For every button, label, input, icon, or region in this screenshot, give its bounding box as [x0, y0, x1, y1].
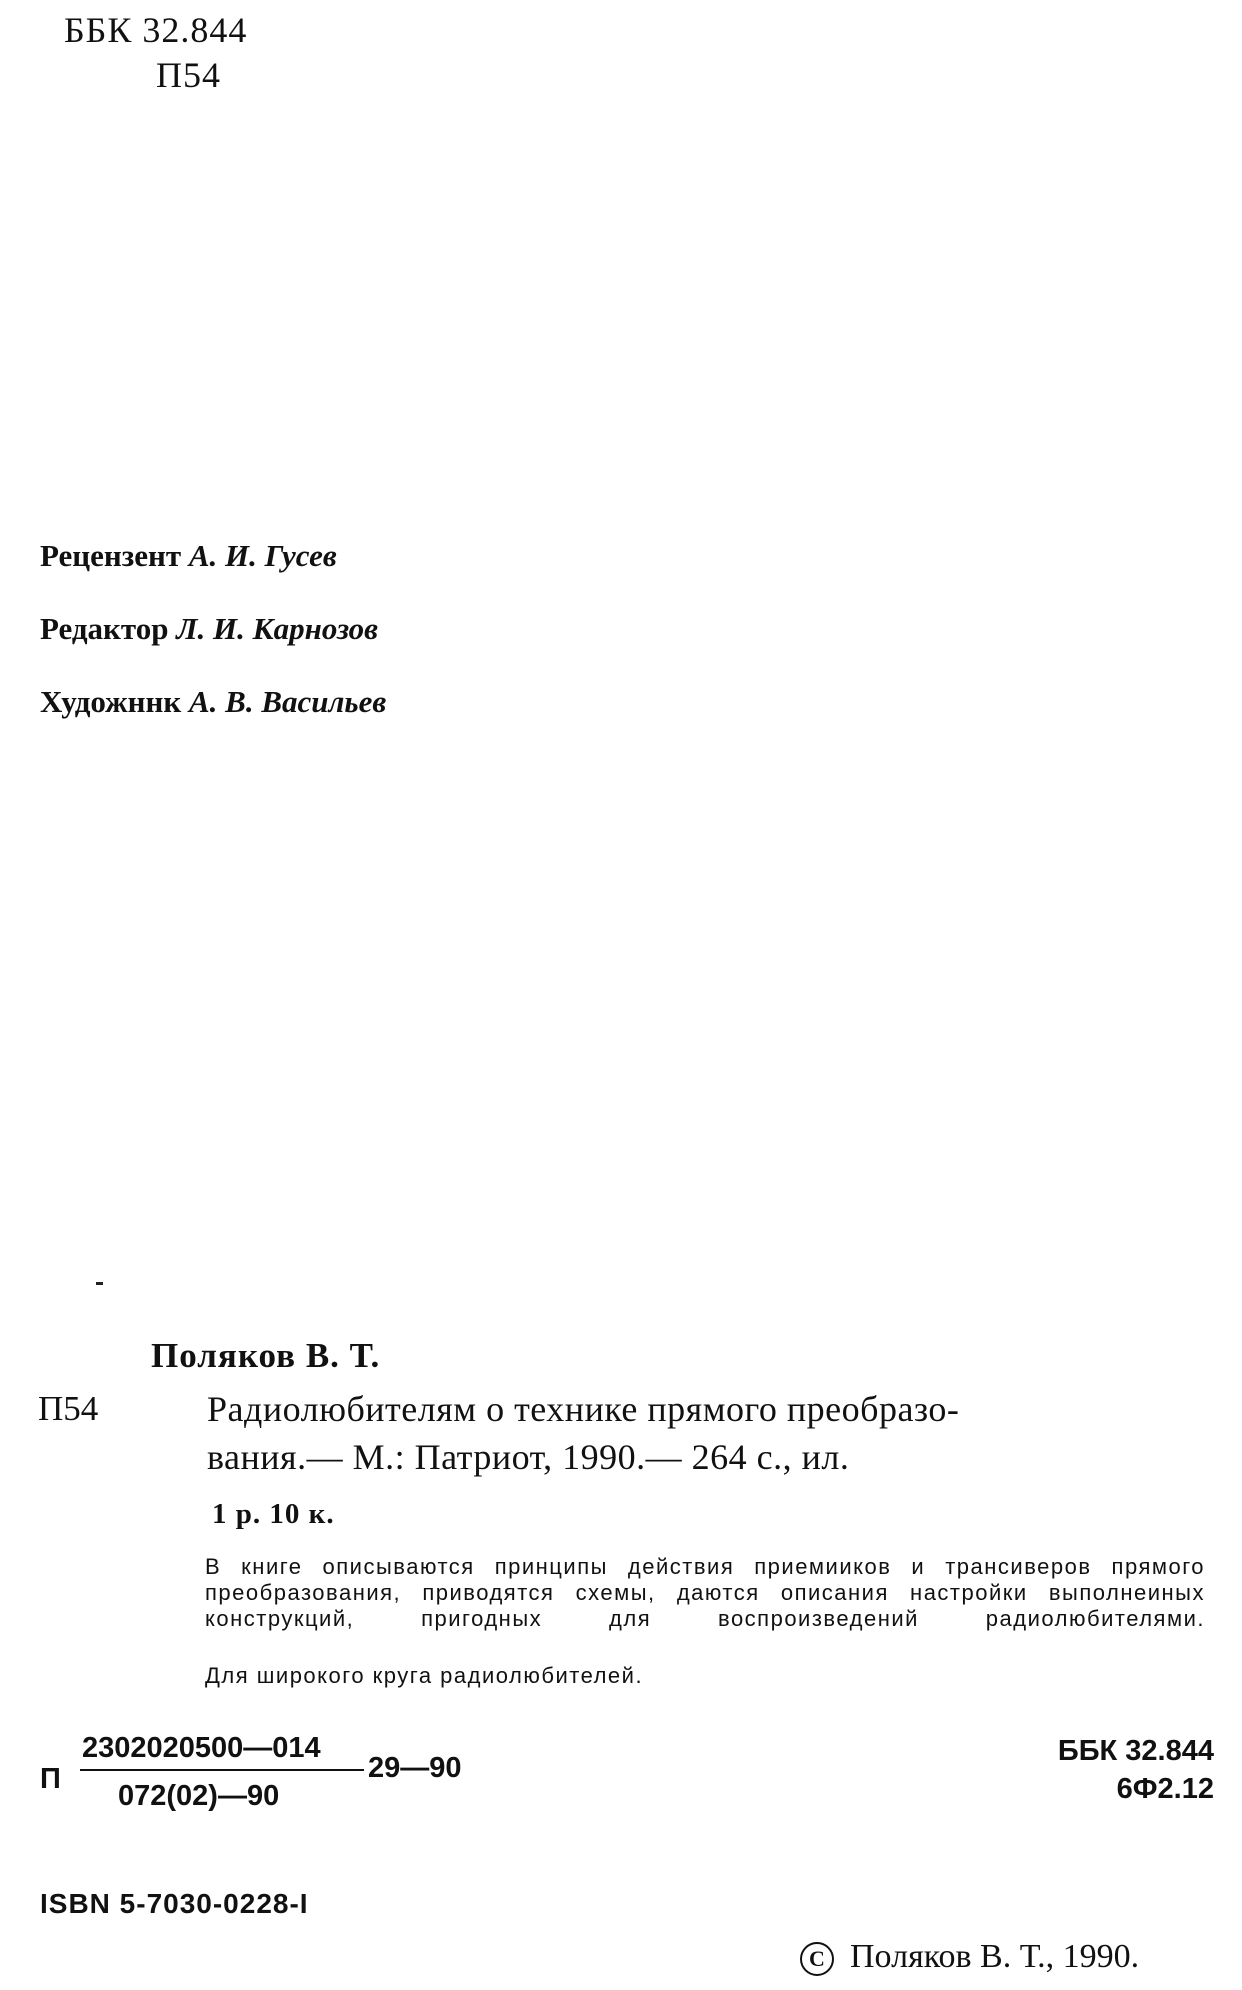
entry-author: Поляков В. Т.	[151, 1336, 381, 1375]
isbn: ISBN 5-7030-0228-I	[40, 1888, 309, 1919]
index-denominator: 072(02)—90	[118, 1780, 280, 1812]
entry-code: П54	[38, 1389, 99, 1428]
credit-role: Редактор	[40, 611, 169, 646]
index-suffix: 29—90	[368, 1752, 462, 1784]
index-letter: П	[40, 1763, 61, 1795]
print-mark	[96, 1282, 103, 1285]
entry-title-line-2: вания.— М.: Патриот, 1990.— 264 с., ил.	[207, 1437, 850, 1477]
index-numerator: 2302020500—014	[82, 1732, 321, 1764]
credit-artist	[40, 684, 386, 720]
credit-name: А. В. Васильев	[188, 684, 387, 719]
credit-name: А. И. Гусев	[188, 538, 337, 573]
credit-editor	[40, 611, 378, 647]
credit-role: Художннк	[40, 684, 182, 719]
bbk-line-2: 6Ф2.12	[1116, 1773, 1214, 1805]
fraction-bar	[80, 1769, 364, 1771]
entry-annotation: В книге описываются принципы действия приемииков и трансиверов прямого преобразования, приводятся схемы, даются описания настройки выполнеиных конструкций, пригодных для воспроизведений радиолюбителями.	[205, 1554, 1205, 1631]
entry-title-line-1: Радиолюбителям о технике прямого преобразо-	[207, 1389, 960, 1429]
copyright-text: Поляков В. Т., 1990.	[850, 1938, 1140, 1975]
entry-price: 1 р. 10 к.	[212, 1498, 335, 1530]
entry-audience: Для широкого круга радиолюбителей.	[205, 1663, 644, 1688]
credit-name: Л. И. Карнозов	[176, 611, 378, 646]
author-mark-top: П54	[156, 55, 221, 95]
bbk-line-1: ББК 32.844	[1057, 1735, 1214, 1767]
credit-reviewer	[40, 538, 337, 574]
copyright-line	[800, 1938, 1139, 1976]
credit-role: Рецензент	[40, 538, 182, 573]
bbk-code-right	[1058, 1732, 1214, 1808]
copyright-icon: C	[800, 1942, 834, 1976]
bbk-code-top: ББК 32.844	[64, 10, 248, 50]
